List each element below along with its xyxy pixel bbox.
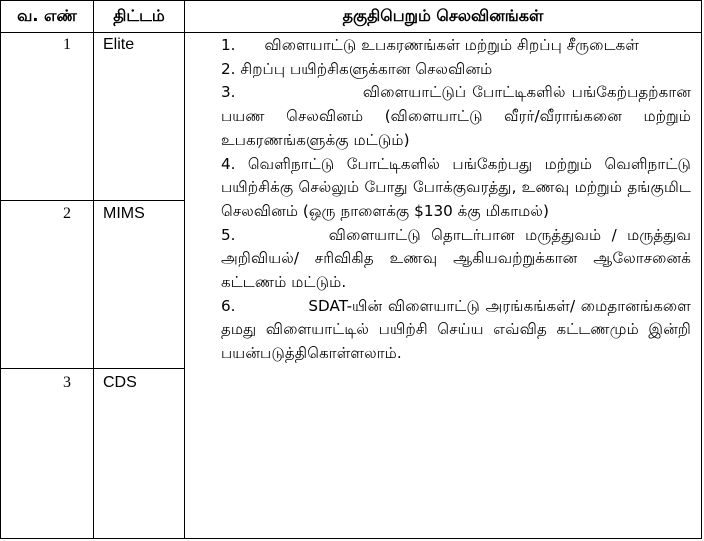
row-2-scheme: MIMS (103, 205, 145, 222)
row-1-serial: 1 (63, 36, 71, 53)
row-divider (1, 368, 184, 369)
row-divider (1, 200, 184, 201)
eligible-expenses-list (221, 34, 691, 366)
column-divider (93, 1, 94, 538)
row-3-serial: 3 (63, 374, 71, 391)
expense-item-1: 1. விளையாட்டு உபகரணங்கள் மற்றும் சிறப்பு சீருடைகள் (221, 36, 640, 54)
expense-item-3: 3. விளையாட்டுப் போட்டிகளில் பங்கேற்பதற்கான பயண செலவினம் (விளையாட்டு வீரர்/வீராங்கனை மற்றும் உபகரணங்களுக்கு மட்டும்) (221, 83, 691, 149)
header-serial: வ. எண் (17, 6, 77, 25)
expense-item-6: 6. SDAT-யின் விளையாட்டு அரங்கங்கள்/ மைதானங்களை தமது விளையாட்டில் பயிற்சி செய்ய எவ்வித கட்டணமும் இன்றி பயன்படுத்திகொள்ளலாம். (221, 296, 691, 363)
expense-item-2: 2. சிறப்பு பயிற்சிகளுக்கான செலவினம் (221, 59, 493, 78)
column-divider (184, 1, 185, 538)
expense-item-4: 4. வெளிநாட்டு போட்டிகளில் பங்கேற்பது மற்றும் வெளிநாட்டு பயிற்சிக்கு செல்லும் போது போக்குவரத்து, உணவு மற்றும் தங்குமிட செலவினம் (ஒரு நாளைக்கு $130 க்கு மிகாமல்) (221, 154, 691, 220)
row-2-serial: 2 (63, 205, 71, 222)
expense-item-5: 5. விளையாட்டு தொடர்பான மருத்துவம் / மருத்துவ அறிவியல்/ சரிவிகித உணவு ஆகியவற்றுக்கான ஆலோசனைக் கட்டணம் மட்டும். (221, 225, 691, 292)
header-divider (1, 32, 701, 33)
header-eligible-expenses: தகுதிபெறும் செலவினங்கள் (342, 6, 544, 25)
row-3-scheme: CDS (103, 374, 137, 391)
row-1-scheme: Elite (103, 36, 135, 53)
header-scheme: திட்டம் (113, 6, 165, 25)
